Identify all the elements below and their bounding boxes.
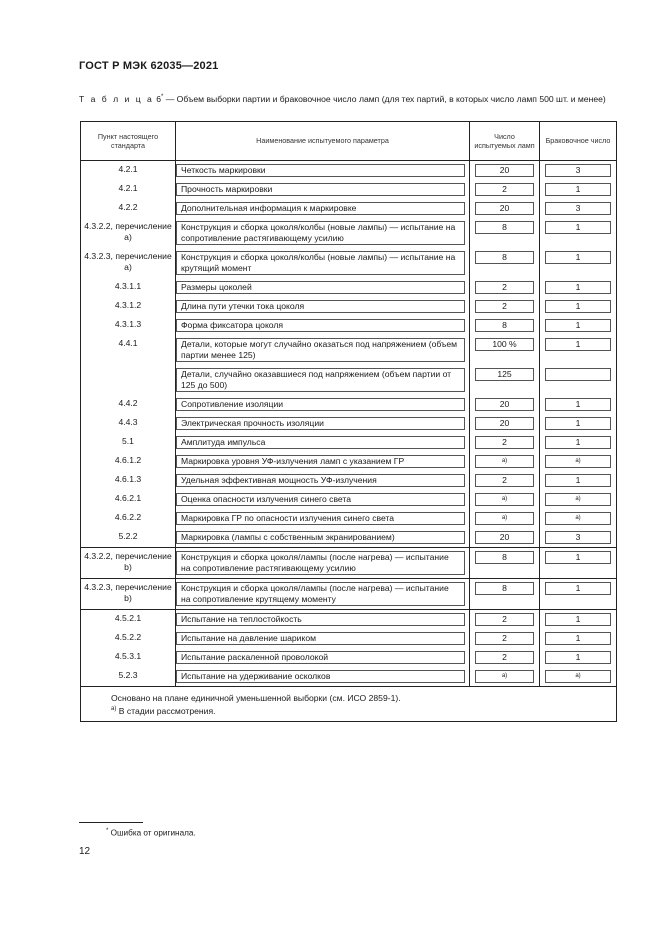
row-parameter-text: Оценка опасности излучения синего света	[176, 493, 465, 506]
row-sample-count-text: 2	[475, 651, 534, 664]
row-parameter-text: Четкость маркировки	[176, 164, 465, 177]
row-parameter-text: Маркировка уровня УФ-излучения ламп с указанием ГР	[176, 455, 465, 468]
row-parameter	[176, 528, 470, 548]
table-row	[81, 579, 617, 610]
row-parameter-text: Амплитуда импульса	[176, 436, 465, 449]
row-rejection-number	[540, 218, 617, 248]
row-sample-count	[470, 509, 540, 528]
row-sample-count-text: 2	[475, 183, 534, 196]
row-parameter-text: Конструкция и сборка цоколя/лампы (после нагрева) — испытание на сопротивление растягивающему усилию	[176, 551, 465, 575]
note-line-1: Основано на плане единичной уменьшенной выборки (см. ИСО 2859-1).	[111, 693, 401, 703]
table-row	[81, 548, 617, 579]
row-parameter-text: Дополнительная информация к маркировке	[176, 202, 465, 215]
row-sample-count-text: 2	[475, 281, 534, 294]
row-rejection-number-text: 1	[545, 251, 611, 264]
caption-text: — Объем выборки партии и браковочное число ламп (для тех партий, в которых число ламп 500 шт. и менее)	[163, 93, 606, 104]
row-clause	[81, 199, 176, 218]
row-rejection-number-text: a)	[545, 670, 611, 683]
row-rejection-number	[540, 528, 617, 548]
table-row	[81, 278, 617, 297]
row-rejection-number-text: a)	[545, 493, 611, 506]
row-sample-count	[470, 218, 540, 248]
row-rejection-number-text: 1	[545, 281, 611, 294]
row-rejection-number-text: 1	[545, 221, 611, 234]
row-rejection-number	[540, 414, 617, 433]
row-rejection-number	[540, 199, 617, 218]
row-rejection-number-text	[545, 368, 611, 381]
row-clause-text: 4.6.2.1	[114, 493, 142, 503]
row-rejection-number-text: 3	[545, 531, 611, 544]
row-parameter-text: Испытание на теплостойкость	[176, 613, 465, 626]
row-sample-count	[470, 199, 540, 218]
table-row	[81, 509, 617, 528]
row-parameter	[176, 610, 470, 630]
row-sample-count	[470, 471, 540, 490]
row-clause-text: 4.5.2.1	[114, 613, 142, 623]
note-mark: a)	[111, 706, 117, 712]
row-clause-text: 4.3.1.3	[114, 319, 142, 329]
row-clause	[81, 579, 176, 610]
row-clause-text: 4.3.2.2, перечисление a)	[84, 221, 172, 242]
table-row	[81, 629, 617, 648]
row-sample-count-text: 2	[475, 474, 534, 487]
row-sample-count	[470, 316, 540, 335]
row-parameter	[176, 648, 470, 667]
row-parameter-text: Испытание на удерживание осколков	[176, 670, 465, 683]
caption-mark: *	[160, 94, 164, 100]
row-clause	[81, 433, 176, 452]
row-rejection-number-text: 1	[545, 651, 611, 664]
row-parameter-text: Конструкция и сборка цоколя/колбы (новые лампы) — испытание на сопротивление растягивающему усилию	[176, 221, 465, 245]
row-clause-text: 4.5.3.1	[114, 651, 142, 661]
row-sample-count	[470, 528, 540, 548]
row-parameter	[176, 667, 470, 687]
row-rejection-number	[540, 297, 617, 316]
row-parameter	[176, 199, 470, 218]
row-rejection-number	[540, 335, 617, 365]
row-clause-text: 5.1	[122, 436, 134, 446]
row-sample-count-text: 2	[475, 300, 534, 313]
row-clause	[81, 509, 176, 528]
row-sample-count	[470, 180, 540, 199]
row-parameter-text: Детали, случайно оказавшиеся под напряжением (объем партии от 125 до 500)	[176, 368, 465, 392]
row-parameter	[176, 629, 470, 648]
row-sample-count-text: 100 %	[475, 338, 534, 351]
row-clause	[81, 180, 176, 199]
row-rejection-number	[540, 433, 617, 452]
row-rejection-number	[540, 509, 617, 528]
row-rejection-number-text: 1	[545, 436, 611, 449]
row-sample-count	[470, 648, 540, 667]
row-sample-count-text: 8	[475, 319, 534, 332]
col-header-clause: Пункт настоящего стандарта	[81, 122, 176, 161]
row-rejection-number	[540, 579, 617, 610]
row-parameter-text: Маркировка (лампы с собственным экранированием)	[176, 531, 465, 544]
row-parameter-text: Удельная эффективная мощность УФ-излучения	[176, 474, 465, 487]
row-clause	[81, 667, 176, 687]
row-parameter	[176, 395, 470, 414]
row-parameter	[176, 490, 470, 509]
row-parameter	[176, 297, 470, 316]
row-parameter	[176, 452, 470, 471]
table-row	[81, 610, 617, 630]
row-clause-text: 4.6.1.2	[114, 455, 142, 465]
row-rejection-number-text: 1	[545, 551, 611, 564]
row-clause	[81, 316, 176, 335]
row-sample-count	[470, 490, 540, 509]
row-rejection-number-text: 1	[545, 582, 611, 595]
row-sample-count	[470, 365, 540, 395]
table-row	[81, 335, 617, 365]
row-clause-text: 4.2.2	[118, 202, 138, 212]
row-sample-count	[470, 667, 540, 687]
row-parameter	[176, 335, 470, 365]
row-parameter	[176, 248, 470, 278]
row-clause-text: 4.5.2.2	[114, 632, 142, 642]
row-parameter-text: Детали, которые могут случайно оказаться под напряжением (объем партии менее 125)	[176, 338, 465, 362]
row-sample-count	[470, 629, 540, 648]
row-clause	[81, 452, 176, 471]
row-sample-count-text: a)	[475, 493, 534, 506]
row-clause	[81, 395, 176, 414]
table-row	[81, 161, 617, 181]
row-rejection-number-text: 1	[545, 474, 611, 487]
row-rejection-number	[540, 648, 617, 667]
row-sample-count	[470, 414, 540, 433]
table-row	[81, 297, 617, 316]
row-parameter-text: Маркировка ГР по опасности излучения синего света	[176, 512, 465, 525]
table-row	[81, 452, 617, 471]
row-sample-count-text: 8	[475, 551, 534, 564]
row-sample-count	[470, 297, 540, 316]
row-clause	[81, 528, 176, 548]
table-row	[81, 248, 617, 278]
table-row	[81, 414, 617, 433]
row-sample-count	[470, 548, 540, 579]
row-rejection-number-text: a)	[545, 512, 611, 525]
row-sample-count	[470, 610, 540, 630]
note-text: В стадии рассмотрения.	[116, 705, 216, 716]
col-header-parameter: Наименование испытуемого параметра	[176, 122, 470, 161]
row-clause-text: 4.6.2.2	[114, 512, 142, 522]
row-clause-text: 4.2.1	[118, 183, 138, 193]
row-parameter	[176, 414, 470, 433]
row-parameter-text: Электрическая прочность изоляции	[176, 417, 465, 430]
table-row	[81, 199, 617, 218]
row-sample-count	[470, 433, 540, 452]
table-row	[81, 316, 617, 335]
row-rejection-number	[540, 248, 617, 278]
row-sample-count	[470, 452, 540, 471]
row-rejection-number	[540, 471, 617, 490]
row-rejection-number-text: 1	[545, 300, 611, 313]
row-rejection-number	[540, 180, 617, 199]
row-parameter	[176, 218, 470, 248]
row-sample-count-text: a)	[475, 670, 534, 683]
row-rejection-number-text: 1	[545, 613, 611, 626]
row-clause	[81, 365, 176, 395]
row-rejection-number-text: 1	[545, 632, 611, 645]
row-rejection-number	[540, 161, 617, 181]
row-sample-count-text: 8	[475, 251, 534, 264]
row-rejection-number	[540, 490, 617, 509]
row-rejection-number-text: a)	[545, 455, 611, 468]
row-clause	[81, 414, 176, 433]
page-number: 12	[79, 846, 91, 857]
row-clause	[81, 297, 176, 316]
row-clause	[81, 335, 176, 365]
row-clause	[81, 248, 176, 278]
row-parameter	[176, 509, 470, 528]
row-clause-text: 5.2.3	[118, 670, 138, 680]
caption-label: Т а б л и ц а	[79, 93, 154, 104]
note-line-2	[111, 704, 608, 717]
row-parameter	[176, 433, 470, 452]
row-rejection-number	[540, 316, 617, 335]
row-rejection-number	[540, 667, 617, 687]
row-sample-count-text: 2	[475, 613, 534, 626]
row-parameter-text: Испытание раскаленной проволокой	[176, 651, 465, 664]
table-row	[81, 490, 617, 509]
row-clause-text: 4.4.3	[118, 417, 138, 427]
table-row	[81, 395, 617, 414]
col-header-reject: Браковочное число	[540, 122, 617, 161]
row-parameter-text: Конструкция и сборка цоколя/лампы (после нагрева) — испытание на сопротивление крутящему моменту	[176, 582, 465, 606]
table-header-row	[81, 122, 617, 161]
caption-number: 6	[156, 93, 161, 104]
row-rejection-number	[540, 452, 617, 471]
row-sample-count-text: 2	[475, 632, 534, 645]
row-clause-text: 4.3.2.3, перечисление a)	[84, 251, 172, 272]
row-rejection-number	[540, 278, 617, 297]
row-sample-count-text: a)	[475, 512, 534, 525]
row-rejection-number	[540, 629, 617, 648]
row-clause	[81, 648, 176, 667]
row-parameter-text: Форма фиксатора цоколя	[176, 319, 465, 332]
row-rejection-number	[540, 365, 617, 395]
row-sample-count-text: a)	[475, 455, 534, 468]
row-sample-count-text: 125	[475, 368, 534, 381]
row-clause	[81, 161, 176, 181]
row-parameter-text: Сопротивление изоляции	[176, 398, 465, 411]
document-header: ГОСТ Р МЭК 62035—2021	[79, 60, 219, 72]
table-row	[81, 528, 617, 548]
table-row	[81, 180, 617, 199]
row-sample-count-text: 8	[475, 221, 534, 234]
row-rejection-number-text: 1	[545, 417, 611, 430]
row-sample-count-text: 2	[475, 436, 534, 449]
row-clause	[81, 548, 176, 579]
row-parameter	[176, 161, 470, 181]
row-sample-count	[470, 579, 540, 610]
col-header-count: Число испытуемых ламп	[470, 122, 540, 161]
row-clause-text: 4.6.1.3	[114, 474, 142, 484]
row-clause	[81, 610, 176, 630]
row-parameter-text: Длина пути утечки тока цоколя	[176, 300, 465, 313]
row-parameter	[176, 316, 470, 335]
table-row	[81, 433, 617, 452]
row-clause	[81, 278, 176, 297]
row-sample-count-text: 20	[475, 531, 534, 544]
row-rejection-number-text: 1	[545, 338, 611, 351]
footnote	[106, 828, 196, 838]
row-parameter	[176, 548, 470, 579]
row-parameter	[176, 471, 470, 490]
inspection-table	[80, 121, 617, 722]
row-rejection-number-text: 1	[545, 319, 611, 332]
table-note	[81, 687, 617, 722]
row-parameter-text: Испытание на давление шариком	[176, 632, 465, 645]
row-sample-count-text: 8	[475, 582, 534, 595]
row-sample-count-text: 20	[475, 398, 534, 411]
row-clause	[81, 471, 176, 490]
table-row	[81, 471, 617, 490]
row-sample-count	[470, 395, 540, 414]
row-sample-count	[470, 248, 540, 278]
row-clause-text: 4.4.1	[118, 338, 138, 348]
footnote-mark: *	[106, 828, 109, 834]
row-clause-text: 4.4.2	[118, 398, 138, 408]
row-rejection-number-text: 1	[545, 183, 611, 196]
row-parameter	[176, 180, 470, 199]
row-parameter	[176, 579, 470, 610]
row-parameter-text: Размеры цоколей	[176, 281, 465, 294]
row-sample-count-text: 20	[475, 164, 534, 177]
row-rejection-number-text: 1	[545, 398, 611, 411]
row-parameter	[176, 278, 470, 297]
row-sample-count	[470, 161, 540, 181]
row-clause	[81, 629, 176, 648]
row-clause-text: 5.2.2	[118, 531, 138, 541]
row-sample-count	[470, 278, 540, 297]
row-clause	[81, 218, 176, 248]
row-sample-count-text: 20	[475, 417, 534, 430]
table-row	[81, 667, 617, 687]
row-clause-text: 4.3.1.1	[114, 281, 142, 291]
table-note-row	[81, 687, 617, 722]
table-caption	[79, 92, 624, 105]
row-clause-text: 4.3.2.2, перечисление b)	[84, 551, 172, 572]
row-rejection-number-text: 3	[545, 202, 611, 215]
row-clause-text: 4.2.1	[118, 164, 138, 174]
table-row	[81, 648, 617, 667]
row-sample-count-text: 20	[475, 202, 534, 215]
row-sample-count	[470, 335, 540, 365]
row-rejection-number	[540, 610, 617, 630]
row-rejection-number	[540, 548, 617, 579]
row-rejection-number-text: 3	[545, 164, 611, 177]
row-rejection-number	[540, 395, 617, 414]
row-parameter-text: Прочность маркировки	[176, 183, 465, 196]
row-clause-text: 4.3.1.2	[114, 300, 142, 310]
row-parameter-text: Конструкция и сборка цоколя/колбы (новые лампы) — испытание на крутящий момент	[176, 251, 465, 275]
footnote-rule	[79, 822, 143, 823]
table-row	[81, 218, 617, 248]
table-row	[81, 365, 617, 395]
row-parameter	[176, 365, 470, 395]
footnote-text: Ошибка от оригинала.	[108, 828, 196, 838]
row-clause-text: 4.3.2.3, перечисление b)	[84, 582, 172, 603]
row-clause	[81, 490, 176, 509]
